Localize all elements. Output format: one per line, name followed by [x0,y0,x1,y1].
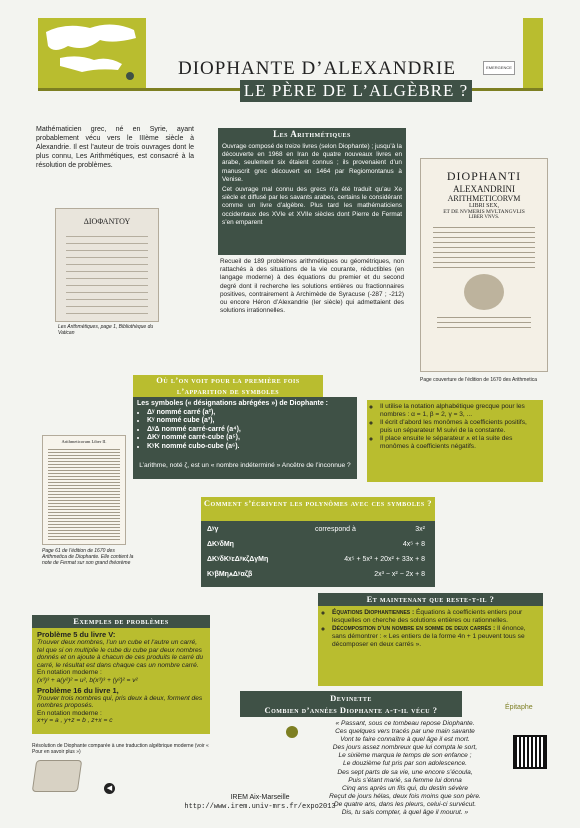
poly-mid: correspond à [315,526,356,533]
poem-line: Le douzième fut pris par son adolescence. [343,760,467,768]
examples-title: Exemples de problèmes [32,615,210,628]
examples-footnote: Résolution de Diophante comparée à une traduction algébrique moderne (voir « Pour en savoir plus ») [32,743,209,755]
poem-line: Puis s’étant marié, sa femme lui donna [348,776,462,784]
poem-line: De quatre ans, dans les pleurs, celui-ci survécut. [333,800,477,808]
notation-item: ◦ Il place ensuite le séparateur ⩚ et la suite des monômes à coefficients négatifs. [380,435,539,451]
mediterranean-map-icon [38,18,146,88]
poem-line: Reçut de jours hélas, deux fois moins que son père. [329,792,481,800]
remaining-text: Il énonce, sans démontrer : « Les entiers de la forme 4n + 1 peuvent tous se décomposer en deux carrés ». [332,625,526,648]
cover-footer-lines [437,314,531,328]
intro-text: Mathématicien grec, né en Syrie, ayant probablement vécu vers le IIIème siècle à Alexandrie. Il est l’auteur de trois ouvrages dont le plus connu, Les Arithmétiques, est consacré à la résolution de problèmes. [36,126,194,169]
arithmetica-cover-image [420,158,548,372]
symbols-box [133,397,357,461]
cover-line-4: ET DE NVMERIS MVLTANGVLIS [443,209,525,215]
remaining-title: Et maintenant que reste-t-il ? [318,593,543,606]
symbols-intro: Les symboles (« désignations abrégées ») de Diophante : [137,400,328,407]
footer-url[interactable]: http://www.irem.univ-mrs.fr/expo2013 [184,803,336,811]
poly-modern: 2x³ − x² − 2x + 8 [374,571,425,578]
cover-line-0: DIOPHANTI [446,169,522,183]
symbols-title: Où l’on voit pour la première fois l’apparition de symboles [133,375,323,397]
page-61-title: Arithmeticorum Liber II. [61,439,107,444]
remaining-box [318,606,543,686]
examples-box [32,628,210,734]
book-icon [32,760,82,792]
arith-title: Les Arithmétiques [218,128,406,141]
poly-row [207,541,429,548]
page-title: DIOPHANTE D’ALEXANDRIE [178,58,456,79]
cover-line-1: ALEXANDRINI [453,184,515,194]
p5-title: Problème 5 du livre V: [37,630,116,639]
p16-text: Trouver trois nombres qui, pris deux à deux, forment des nombres proposés. [37,694,203,710]
p5-text: Trouver deux nombres, l’un un cube et l’autre un carré, tel que si on multiplie le cube du cube par deux nombres donnés et on ajoute à chacun de ces produits le carré du carré, le résultat est dans chaque cas un nombre carré. [37,639,204,669]
page-subtitle: LE PÈRE DE L’ALGÈBRE ? [240,80,472,102]
cover-emblem-icon [464,274,504,310]
manuscript-title: ΔΙΟΦΑΝΤΟΥ [83,217,131,226]
cover-line-5: LIBER VNVS. [468,215,500,220]
symbol-item: • ΔKʸ nommé carré-cube (a⁵), [147,434,353,443]
riddle-title [240,691,462,717]
poly-modern: 3x² [415,526,425,533]
cover-caption: Page couverture de l’édition de 1670 des Arithmetica [420,377,538,383]
poly-row [207,526,429,533]
p5-modern-label: En notation moderne : [37,669,102,677]
page-61-caption: Page 61 de l’édition de 1670 des Arithmetica de Diophante. Elle contient la note de Fermat sur son grand théorème [42,548,134,566]
symbol-item: • Kʸ nommé cube (a³), [147,417,353,426]
poem-line: « Passant, sous ce tombeau repose Diophante. [335,720,475,727]
arith-p2: Cet ouvrage mal connu des grecs n’a été traduit qu’au Xe siècle et diffusé par les savants arabes, certains le considérant comme un livre d’algèbre. Plus tard les mathématiciens occidentaux des XVIe et XVIIe siècles dont Pierre de Fermat s’en emparent [222,186,402,226]
notation-list [371,403,539,451]
riddle-title-1: Devinette [330,693,372,703]
top-right-bar [523,18,543,88]
symbol-item: • Δʸ nommé carré (a²), [147,409,353,418]
poly-row [207,556,429,563]
footer-org: IREM Aix-Marseille [230,794,290,801]
arithme-note: L’arithme, noté ζ, est un « nombre indéterminé » Ancêtre de l’inconnue ? [133,461,357,479]
p16-modern-label: En notation moderne : [37,709,102,717]
symbols-list [137,409,353,452]
polynomes-table [201,521,435,587]
poly-greek: ΔKʸδMη [207,541,234,548]
page-61-image [42,435,126,545]
remaining-item [332,625,538,649]
remaining-text: Équations à coefficients entiers pour lesquelles on cherche des solutions entières ou rationnelles. [332,609,523,624]
cover-text-lines [433,226,535,268]
symbol-item: • KʸK nommé cubo-cube (a⁶). [147,443,353,452]
notation-item: ◦ Il écrit d’abord les monômes à coefficients positifs, puis un séparateur M suivi de la constante. [380,419,539,435]
notation-item: ◦ Il utilise la notation alphabétique grecque pour les nombres : α = 1, β = 2, γ = 3, ... [380,403,539,419]
notation-box [367,400,543,482]
poly-greek: Δʸγ [207,526,219,533]
p16-title: Problème 16 du livre 1, [37,685,119,695]
poem-line: Ces quelques vers tracés par une main savante [335,728,475,736]
remaining-list [323,609,538,649]
poly-modern: 4x⁵ + 5x³ + 20x² + 33x + 8 [344,556,425,563]
symbol-item: • ΔʸΔ nommé carré-carré (a⁴), [147,426,353,435]
page-61-lines [48,448,120,540]
poem-line: Dis, tu sais compter, à quel âge il mourut. » [341,809,469,817]
poly-greek: ΔKʸδKʸεΔʸκζΔγMη [207,556,269,563]
epitaphe-label: Épitaphe [505,704,533,711]
poem-line: Cinq ans après un fils qui, du destin sévère [341,784,469,792]
poem-line: Vont te faire connaître à quel âge il est mort. [340,736,470,744]
riddle-title-2: Combien d’années Diophante a-t-il vécu ? [264,705,438,715]
polynomes-title: Comment s’écrivent les polynômes avec ces symboles ? [201,497,435,521]
cover-line-2: ARITHMETICORVM [447,194,521,203]
emergence-badge: EMERGENCE [483,61,515,75]
arith-p1: Ouvrage composé de treize livres (selon Diophante) ; jusqu’à la découverte en 1968 en Iran de quatre nouveaux livres en arabe, seulement six étaient connus ; ils provenaient d’un manuscrit grec découvert en 1464 par Regiomontanus à Venise. [222,143,402,183]
p16-modern: x+y = a , y+z = b , z+x = c [37,717,113,725]
remaining-label: Décomposition d’un nombre en somme de deux carrés : [332,625,496,632]
arith-box [218,141,406,255]
qr-code [513,735,547,769]
poly-greek: KʸβMη⩚Δʸαζβ [207,571,253,578]
manuscript-lines [66,234,148,314]
top-map-panel [38,18,146,88]
poem-line: Des jours assez nombreux que lui compta le sort, [332,744,478,752]
riddle-audio-icon[interactable] [286,726,298,738]
cover-line-3: LIBRI SEX, [469,203,499,209]
p5-modern: (x³)³ + a(y²)² = u², b(x³)³ + (y²)² = v² [37,676,138,684]
poem-line: Des sept parts de sa vie, une encore s’écoula, [337,768,473,776]
left-image-caption: Les Arithmétiques, page 1, Bibliothèque du Vatican [58,324,154,336]
speaker-icon[interactable]: ◀ [104,783,115,794]
remaining-item [332,609,538,625]
poem-line: Le sixième marqua le temps de son enfance ; [338,752,472,760]
arith-p3: Recueil de 189 problèmes arithmétiques ou géométriques, non rattachés à des situations de la vie courante, réductibles (en langage moderne) à des équations du premier et du second degré dont il recherche les solutions entières ou fractionnaires positives, contrairement à Archimède de Syracuse (-287 ; -212) ou encore Héron d’Alexandrie (Ier siècle) qui admettaient des solutions irrationnelles. [220,258,404,315]
arithmetiques-page-1-image [55,208,159,322]
remaining-label: Équations Diophantiennes : [332,609,415,616]
poly-row [207,571,429,579]
poly-modern: 4x⁵ + 8 [402,541,425,548]
